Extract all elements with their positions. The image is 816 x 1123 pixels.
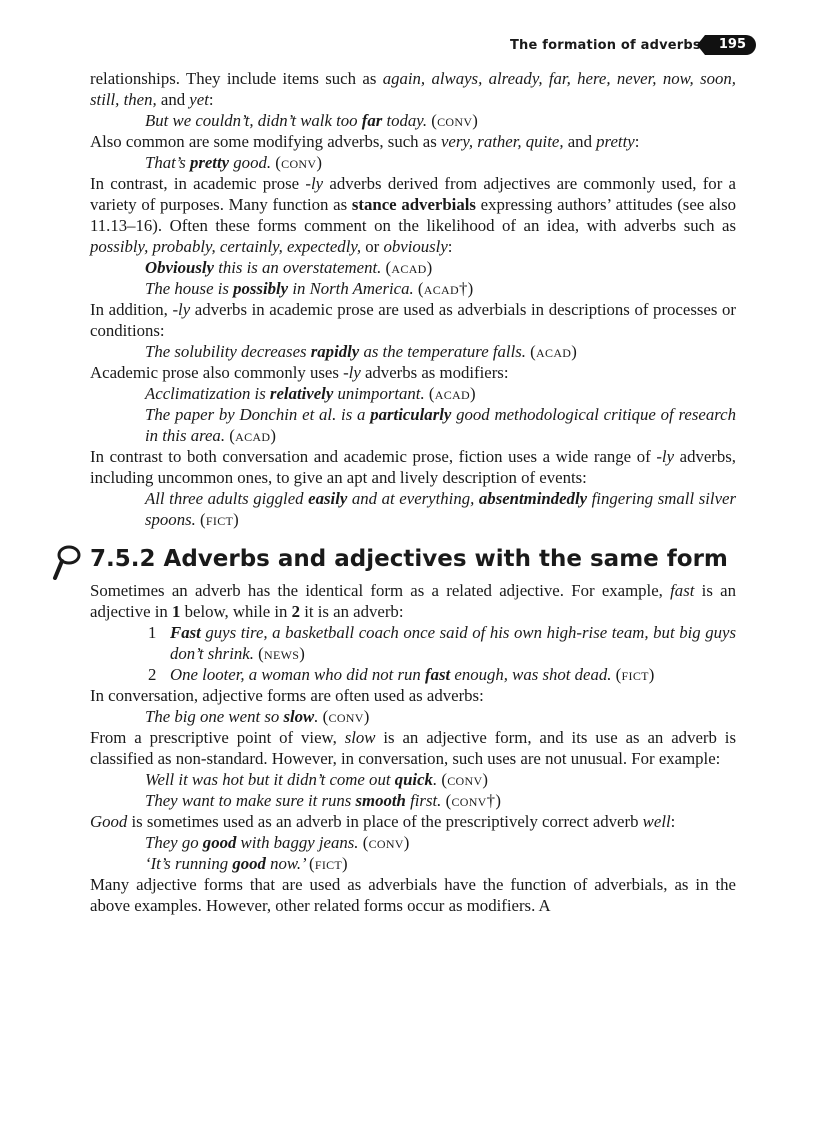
example-sentence: All three adults giggled easily and at everything, absentmindedly fingering small silver spoons. (fict)	[145, 489, 737, 529]
register-tag: (acad)	[385, 258, 433, 277]
paragraph: From a prescriptive point of view, slow is an adjective form, and its use as an adverb is classified as non-standard. However, in conversation, such uses are not unusual. For example:	[90, 728, 736, 768]
example-sentence: The big one went so slow. (conv)	[145, 707, 370, 726]
example-sentence: The solubility decreases rapidly as the temperature falls. (acad)	[145, 342, 578, 361]
body-text	[90, 68, 736, 916]
paragraph: Also common are some modifying adverbs, such as very, rather, quite, and pretty:	[90, 132, 640, 151]
section-heading	[90, 544, 736, 574]
example-sentence: The paper by Donchin et al. is a particularly good methodological critique of research in this area. (acad)	[145, 405, 736, 445]
register-tag: (conv†)	[445, 791, 502, 810]
register-tag: (conv)	[362, 833, 410, 852]
paragraph: Good is sometimes used as an adverb in place of the prescriptively correct adverb well:	[90, 812, 676, 831]
register-tag: (conv)	[322, 707, 370, 726]
magnifier-icon	[52, 544, 82, 580]
register-tag: (acad†)	[417, 279, 474, 298]
example-sentence: But we couldn’t, didn’t walk too far today. (conv)	[145, 111, 479, 130]
register-tag: (conv)	[431, 111, 479, 130]
register-tag: (news)	[258, 644, 306, 663]
register-tag: (fict)	[200, 510, 240, 529]
register-tag: (conv)	[275, 153, 323, 172]
page-number: 195	[705, 35, 756, 55]
paragraph: Sometimes an adverb has the identical form as a related adjective. For example, fast is an adjective in 1 below, while in 2 it is an adverb:	[90, 581, 736, 621]
register-tag: (conv)	[441, 770, 489, 789]
example-sentence: Well it was hot but it didn’t come out quick. (conv)	[145, 770, 489, 789]
running-head	[510, 34, 756, 56]
paragraph: Academic prose also commonly uses -ly adverbs as modifiers:	[90, 363, 509, 382]
paragraph: In addition, -ly adverbs in academic prose are used as adverbials in descriptions of processes or conditions:	[90, 300, 736, 340]
example-sentence: They go good with baggy jeans. (conv)	[145, 833, 410, 852]
section-number: 7.5.2	[90, 546, 156, 572]
register-tag: (fict)	[308, 854, 348, 873]
register-tag: (acad)	[428, 384, 476, 403]
paragraph: relationships. They include items such as again, always, already, far, here, never, now, soon, still, then, and yet:	[90, 69, 736, 109]
example-sentence: Acclimatization is relatively unimportant. (acad)	[145, 384, 476, 403]
paragraph: In conversation, adjective forms are often used as adverbs:	[90, 686, 484, 705]
section-title: Adverbs and adjectives with the same form	[163, 546, 728, 572]
example-sentence: That’s pretty good. (conv)	[145, 153, 323, 172]
paragraph: In contrast to both conversation and academic prose, fiction uses a wide range of -ly adverbs, including uncommon ones, to give an apt and lively description of events:	[90, 447, 737, 487]
paragraph: Many adjective forms that are used as adverbials have the function of adverbials, as in the above examples. However, other related forms occur as modifiers. A	[90, 875, 736, 915]
numbered-example: 1 Fast guys tire, a basketball coach once said of his own high-rise team, but big guys don’t shrink. (news)	[148, 623, 736, 663]
register-tag: (acad)	[229, 426, 277, 445]
register-tag: (fict)	[615, 665, 655, 684]
example-sentence: They want to make sure it runs smooth first. (conv†)	[145, 791, 502, 810]
example-sentence: The house is possibly in North America. (acad†)	[145, 279, 474, 298]
running-head-title: The formation of adverbs	[509, 37, 701, 53]
example-sentence: Obviously this is an overstatement. (acad)	[145, 258, 433, 277]
register-tag: (acad)	[530, 342, 578, 361]
numbered-example: 2 One looter, a woman who did not run fast enough, was shot dead. (fict)	[148, 665, 655, 684]
paragraph: In contrast, in academic prose -ly adverbs derived from adjectives are commonly used, for a variety of purposes. Many function as stance adverbials expressing authors’ attitudes (see also 11.13–16). Often these forms comment on the likelihood of an idea, with adverbs such as possibly, probably, certainly, expectedly, or obviously:	[90, 174, 736, 256]
example-sentence: ‘It’s running good now.’ (fict)	[145, 854, 348, 873]
